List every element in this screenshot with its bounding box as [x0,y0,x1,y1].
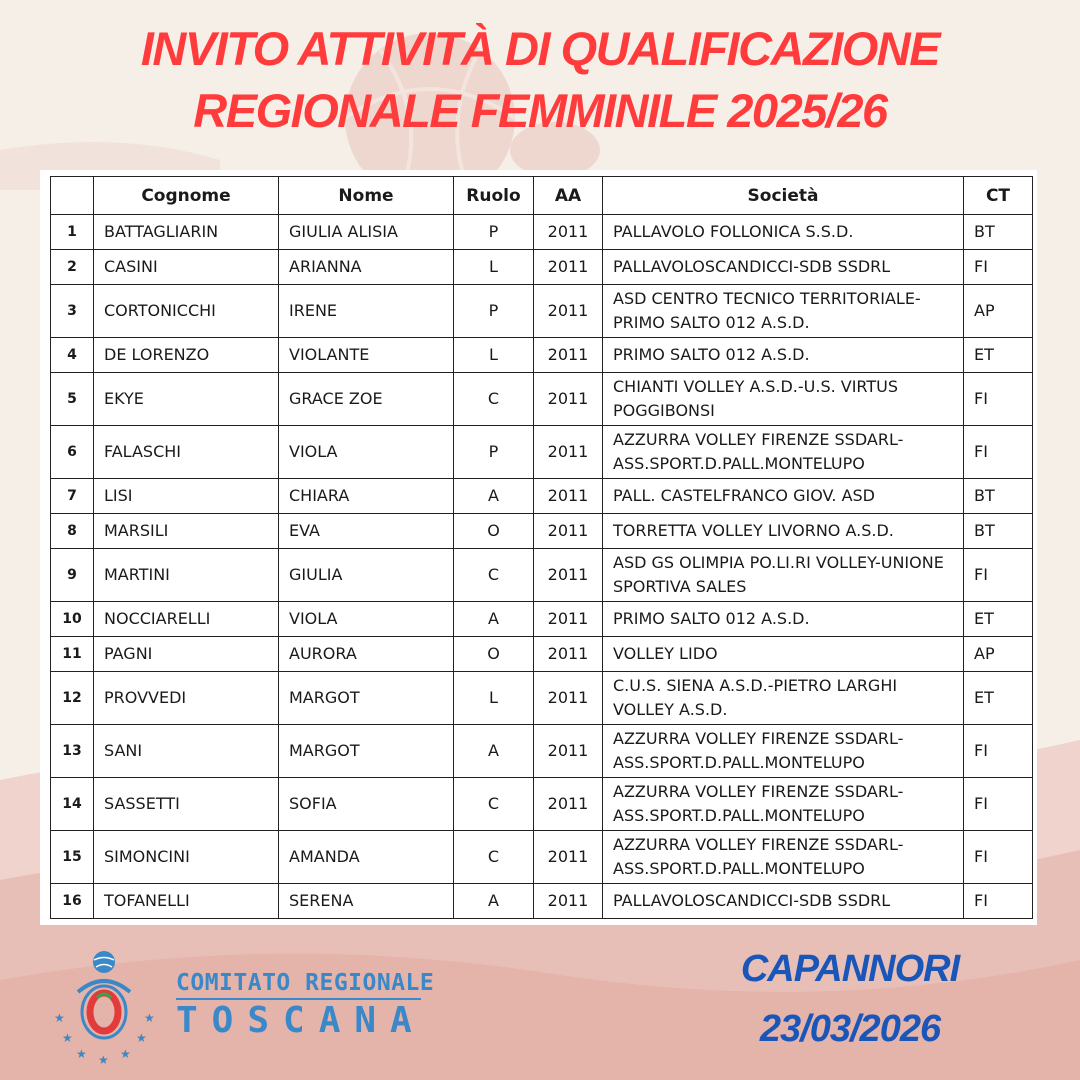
cell-aa: 2011 [534,725,603,778]
cell-cognome: MARSILI [94,514,279,549]
cell-ct: FI [964,778,1033,831]
row-number: 12 [51,672,94,725]
cell-cognome: FALASCHI [94,426,279,479]
cell-societa: ASD CENTRO TECNICO TERRITORIALE-PRIMO SALTO 012 A.S.D. [603,285,964,338]
cell-cognome: PAGNI [94,637,279,672]
table-row [51,215,1033,250]
cell-aa: 2011 [534,373,603,426]
cell-aa: 2011 [534,285,603,338]
cell-societa: PALL. CASTELFRANCO GIOV. ASD [603,479,964,514]
cell-societa: PALLAVOLOSCANDICCI-SDB SSDRL [603,884,964,919]
cell-societa: CHIANTI VOLLEY A.S.D.-U.S. VIRTUS POGGIBONSI [603,373,964,426]
header-number [51,177,94,215]
cell-cognome: PROVVEDI [94,672,279,725]
cell-ruolo: L [454,338,534,373]
cell-nome: AURORA [279,637,454,672]
cell-nome: VIOLANTE [279,338,454,373]
logo-text-comitato: COMITATO REGIONALE [176,970,435,996]
row-number: 5 [51,373,94,426]
cell-societa: PALLAVOLO FOLLONICA S.S.D. [603,215,964,250]
cell-nome: VIOLA [279,602,454,637]
row-number: 2 [51,250,94,285]
cell-societa: PALLAVOLOSCANDICCI-SDB SSDRL [603,250,964,285]
cell-cognome: SANI [94,725,279,778]
cell-ct: ET [964,672,1033,725]
row-number: 9 [51,549,94,602]
table-row [51,725,1033,778]
cell-nome: MARGOT [279,672,454,725]
row-number: 15 [51,831,94,884]
cell-ct: FI [964,426,1033,479]
logo-text-toscana: TOSCANA [176,1000,426,1041]
row-number: 4 [51,338,94,373]
cell-cognome: SIMONCINI [94,831,279,884]
cell-cognome: CORTONICCHI [94,285,279,338]
cell-aa: 2011 [534,602,603,637]
cell-societa: PRIMO SALTO 012 A.S.D. [603,602,964,637]
cell-aa: 2011 [534,637,603,672]
cell-ruolo: P [454,426,534,479]
cell-ct: FI [964,884,1033,919]
cell-aa: 2011 [534,338,603,373]
cell-societa: TORRETTA VOLLEY LIVORNO A.S.D. [603,514,964,549]
roster-body [51,215,1033,919]
cell-societa: AZZURRA VOLLEY FIRENZE SSDARL-ASS.SPORT.D.PALL.MONTELUPO [603,778,964,831]
cell-societa: VOLLEY LIDO [603,637,964,672]
table-row [51,285,1033,338]
table-row [51,549,1033,602]
header-ruolo: Ruolo [454,177,534,215]
roster-card [40,170,1037,925]
cell-societa: C.U.S. SIENA A.S.D.-PIETRO LARGHI VOLLEY A.S.D. [603,672,964,725]
header-aa: AA [534,177,603,215]
cell-cognome: BATTAGLIARIN [94,215,279,250]
cell-nome: GIULIA ALISIA [279,215,454,250]
table-row [51,778,1033,831]
cell-nome: AMANDA [279,831,454,884]
cell-ruolo: L [454,672,534,725]
cell-ct: FI [964,250,1033,285]
table-row [51,479,1033,514]
cell-ruolo: A [454,884,534,919]
cell-cognome: TOFANELLI [94,884,279,919]
cell-ct: BT [964,215,1033,250]
event-place: CAPANNORI [740,948,960,990]
svg-text:★: ★ [76,1047,87,1061]
row-number: 8 [51,514,94,549]
cell-ct: AP [964,637,1033,672]
cell-ruolo: A [454,725,534,778]
cell-aa: 2011 [534,215,603,250]
row-number: 11 [51,637,94,672]
cell-ct: ET [964,602,1033,637]
cell-ct: FI [964,725,1033,778]
cell-cognome: NOCCIARELLI [94,602,279,637]
cell-nome: GIULIA [279,549,454,602]
row-number: 10 [51,602,94,637]
cell-cognome: CASINI [94,250,279,285]
header-nome: Nome [279,177,454,215]
cell-nome: VIOLA [279,426,454,479]
cell-aa: 2011 [534,831,603,884]
table-row [51,637,1033,672]
cell-ruolo: A [454,602,534,637]
cell-ct: ET [964,338,1033,373]
table-row [51,514,1033,549]
table-row [51,672,1033,725]
row-number: 1 [51,215,94,250]
cell-societa: AZZURRA VOLLEY FIRENZE SSDARL-ASS.SPORT.D.PALL.MONTELUPO [603,725,964,778]
row-number: 7 [51,479,94,514]
cell-ruolo: P [454,215,534,250]
roster-table [50,176,1033,919]
cell-ct: BT [964,479,1033,514]
cell-ct: FI [964,373,1033,426]
event-date: 23/03/2026 [759,1008,941,1050]
cell-ct: FI [964,831,1033,884]
cell-nome: SERENA [279,884,454,919]
cell-ruolo: O [454,637,534,672]
cell-nome: IRENE [279,285,454,338]
cell-ruolo: C [454,549,534,602]
table-row [51,602,1033,637]
logo-emblem [54,951,155,1067]
cell-aa: 2011 [534,479,603,514]
cell-cognome: DE LORENZO [94,338,279,373]
table-row [51,884,1033,919]
row-number: 16 [51,884,94,919]
cell-ruolo: O [454,514,534,549]
cell-aa: 2011 [534,884,603,919]
cell-cognome: LISI [94,479,279,514]
header-cognome: Cognome [94,177,279,215]
row-number: 3 [51,285,94,338]
cell-nome: ARIANNA [279,250,454,285]
cell-aa: 2011 [534,514,603,549]
cell-ruolo: P [454,285,534,338]
page-title [0,18,1080,142]
cell-ruolo: A [454,479,534,514]
cell-nome: CHIARA [279,479,454,514]
cell-ct: FI [964,549,1033,602]
table-header-row [51,177,1033,215]
svg-text:★: ★ [136,1031,147,1045]
row-number: 13 [51,725,94,778]
cell-ruolo: L [454,250,534,285]
svg-text:★: ★ [62,1031,73,1045]
cell-nome: EVA [279,514,454,549]
table-row [51,250,1033,285]
svg-text:★: ★ [144,1011,155,1025]
table-row [51,831,1033,884]
cell-ct: AP [964,285,1033,338]
cell-aa: 2011 [534,672,603,725]
table-row [51,426,1033,479]
cell-nome: SOFIA [279,778,454,831]
cell-cognome: SASSETTI [94,778,279,831]
cell-aa: 2011 [534,778,603,831]
cell-societa: AZZURRA VOLLEY FIRENZE SSDARL-ASS.SPORT.D.PALL.MONTELUPO [603,831,964,884]
row-number: 6 [51,426,94,479]
cell-ruolo: C [454,373,534,426]
row-number: 14 [51,778,94,831]
cell-cognome: MARTINI [94,549,279,602]
cell-ruolo: C [454,831,534,884]
cell-societa: PRIMO SALTO 012 A.S.D. [603,338,964,373]
svg-text:★: ★ [120,1047,131,1061]
cell-nome: GRACE ZOE [279,373,454,426]
header-ct: CT [964,177,1033,215]
title-line-2: REGIONALE FEMMINILE 2025/26 [193,84,887,137]
cell-societa: ASD GS OLIMPIA PO.LI.RI VOLLEY-UNIONE SPORTIVA SALES [603,549,964,602]
table-row [51,338,1033,373]
svg-text:★: ★ [54,1011,65,1025]
title-line-1: INVITO ATTIVITÀ DI QUALIFICAZIONE [140,22,940,75]
svg-text:★: ★ [98,1053,109,1067]
cell-cognome: EKYE [94,373,279,426]
header-societa: Società [603,177,964,215]
cell-ct: BT [964,514,1033,549]
cell-societa: AZZURRA VOLLEY FIRENZE SSDARL-ASS.SPORT.D.PALL.MONTELUPO [603,426,964,479]
cell-aa: 2011 [534,250,603,285]
cell-nome: MARGOT [279,725,454,778]
cell-aa: 2011 [534,426,603,479]
table-row [51,373,1033,426]
cell-ruolo: C [454,778,534,831]
cell-aa: 2011 [534,549,603,602]
